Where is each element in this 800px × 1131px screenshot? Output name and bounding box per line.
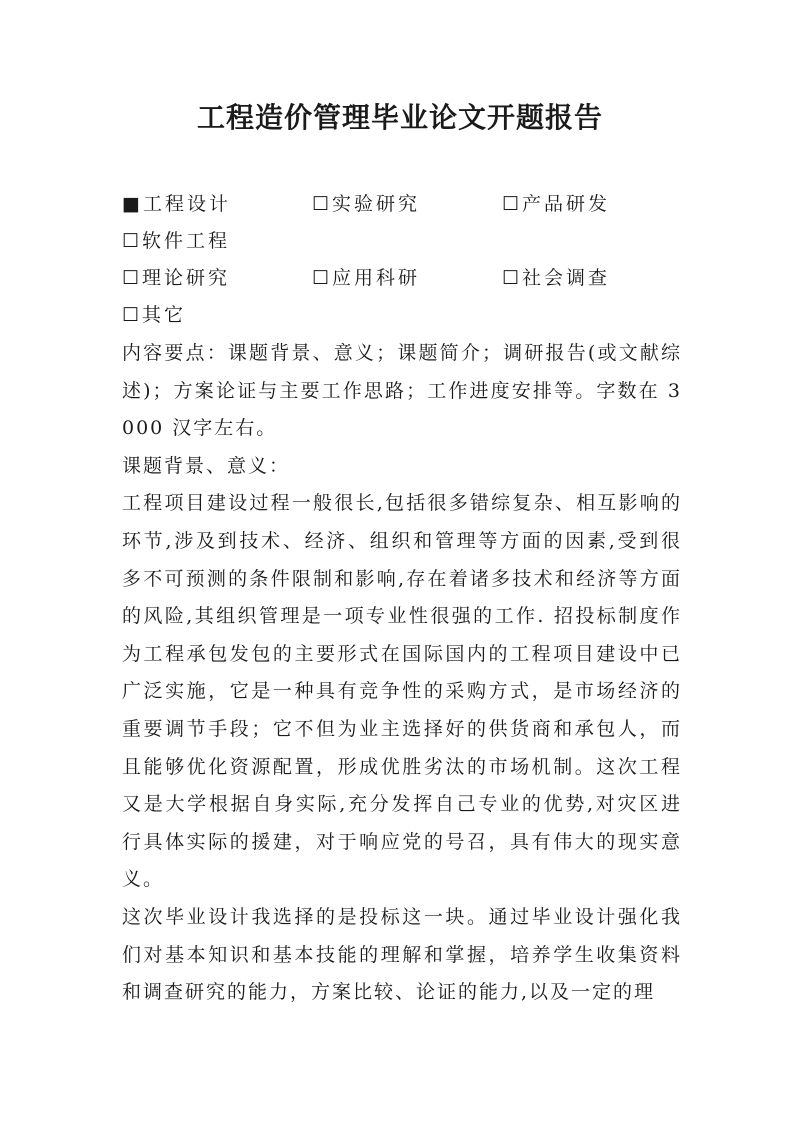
options-row-4 bbox=[122, 297, 702, 334]
category-options bbox=[122, 186, 702, 334]
content-points-paragraph: 内容要点：课题背景、意义；课题简介；调研报告(或文献综述)；方案论证与主要工作思路；工作进度安排等。字数在 3000 汉字左右。 bbox=[122, 342, 682, 440]
option-engineering-design: ■工程设计 bbox=[122, 193, 231, 215]
page-title: 工程造价管理毕业论文开题报告 bbox=[196, 101, 603, 134]
document-body bbox=[122, 335, 682, 1012]
background-heading: 课题背景、意义： bbox=[122, 454, 291, 477]
options-row-2 bbox=[122, 223, 702, 260]
option-applied-research: ☐应用科研 bbox=[312, 267, 421, 289]
option-theoretical-research: ☐理论研究 bbox=[122, 267, 231, 289]
option-software-engineering: ☐软件工程 bbox=[122, 230, 231, 252]
option-social-survey: ☐社会调查 bbox=[502, 267, 611, 289]
options-row-1 bbox=[122, 186, 702, 223]
option-other: ☐其它 bbox=[122, 304, 187, 326]
background-paragraph-1: 工程项目建设过程一般很长,包括很多错综复杂、相互影响的环节,涉及到技术、经济、组织和管理等方面的因素,受到很多不可预测的条件限制和影响,存在着诸多技术和经济等方面的风险,其组织管理是一项专业性很强的工作. 招投标制度作为工程承包发包的主要形式在国际国内的工程项目建设中已广泛实施，它是一种具有竞争性的采购方式，是市场经济的重要调节手段；它不但为业主选择好的供货商和承包人，而且能够优化资源配置，形成优胜劣汰的市场机制。这次工程又是大学根据自身实际,充分发挥自己专业的优势,对灾区进行具体实际的援建，对于响应党的号召，具有伟大的现实意义。 bbox=[122, 492, 682, 891]
background-paragraph-2: 这次毕业设计我选择的是投标这一块。通过毕业设计强化我们对基本知识和基本技能的理解和掌握，培养学生收集资料和调查研究的能力，方案比较、论证的能力,以及一定的理 bbox=[122, 905, 682, 1004]
option-experimental-research: ☐实验研究 bbox=[312, 193, 421, 215]
option-product-development: ☐产品研发 bbox=[502, 193, 611, 215]
options-row-3 bbox=[122, 260, 702, 297]
